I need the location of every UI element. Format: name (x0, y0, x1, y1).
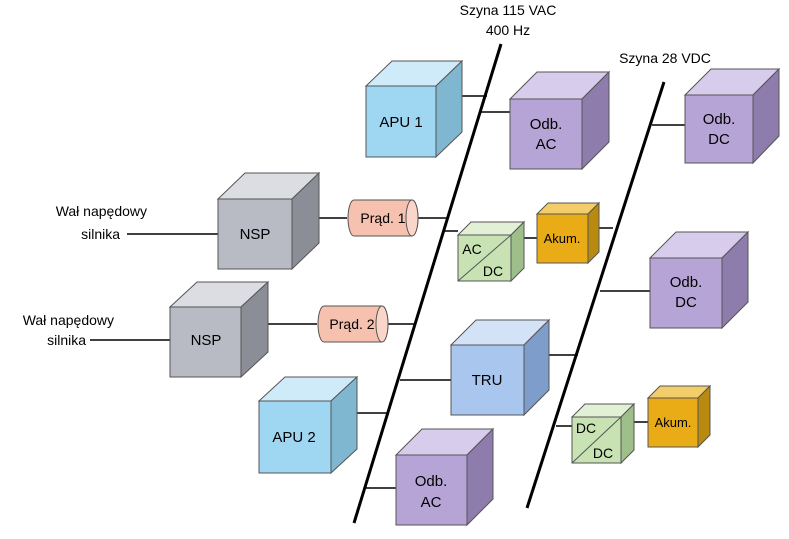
dc-load2-label-line1: Odb. (669, 274, 703, 291)
ac-load1-block (510, 72, 609, 169)
battery2-label: Akum. (654, 415, 692, 430)
dcdc-output-label: DC (592, 445, 614, 461)
ac-load2-label-line1: Odb. (414, 473, 448, 490)
battery1-block (537, 203, 599, 263)
generator1-label: Prąd. 1 (360, 210, 406, 226)
dc-load1-label-line1: Odb. (702, 111, 736, 128)
nsp1-block (218, 173, 319, 269)
acdc-converter-block (458, 222, 524, 281)
shaft1-label-line1: Wał napędowy (55, 203, 147, 219)
dc-load1-label-line2: DC (708, 131, 730, 148)
dc-load2-label-line2: DC (675, 294, 697, 311)
dcdc-converter-block (572, 404, 634, 463)
ac-load1-label-line1: Odb. (529, 116, 563, 133)
dc-load2-block (650, 232, 748, 328)
ac-load2-block (396, 429, 493, 525)
ac-bus-label-line2: 400 Hz (485, 22, 531, 38)
acdc-input-label: AC (462, 241, 482, 257)
shaft2-label-line2: silnika (47, 332, 86, 348)
dc-bus-label: Szyna 28 VDC (619, 50, 711, 66)
apu2-block (259, 377, 357, 473)
acdc-output-label: DC (482, 263, 504, 279)
battery2-block (648, 386, 710, 447)
apu1-block (366, 61, 462, 157)
shaft1-label-line2: silnika (81, 226, 120, 242)
battery1-label: Akum. (543, 231, 581, 246)
nsp1-label: NSP (239, 226, 271, 243)
dc-load1-block (685, 69, 779, 163)
ac-bus-label-line1: Szyna 115 VAC (459, 2, 557, 18)
ac-load2-label-line2: AC (420, 494, 442, 511)
ac-load1-label-line2: AC (535, 136, 557, 153)
dcdc-input-label: DC (575, 420, 597, 436)
tru-block (451, 320, 549, 415)
apu2-label: APU 2 (272, 429, 316, 446)
apu1-label: APU 1 (379, 114, 423, 131)
tru-label: TRU (471, 372, 503, 389)
shaft2-label-line1: Wał napędowy (22, 312, 114, 328)
generator2-label: Prąd. 2 (329, 316, 375, 332)
generator2-block (318, 306, 388, 342)
nsp2-block (170, 282, 268, 377)
generator1-block (348, 200, 418, 236)
nsp2-label: NSP (190, 332, 222, 349)
